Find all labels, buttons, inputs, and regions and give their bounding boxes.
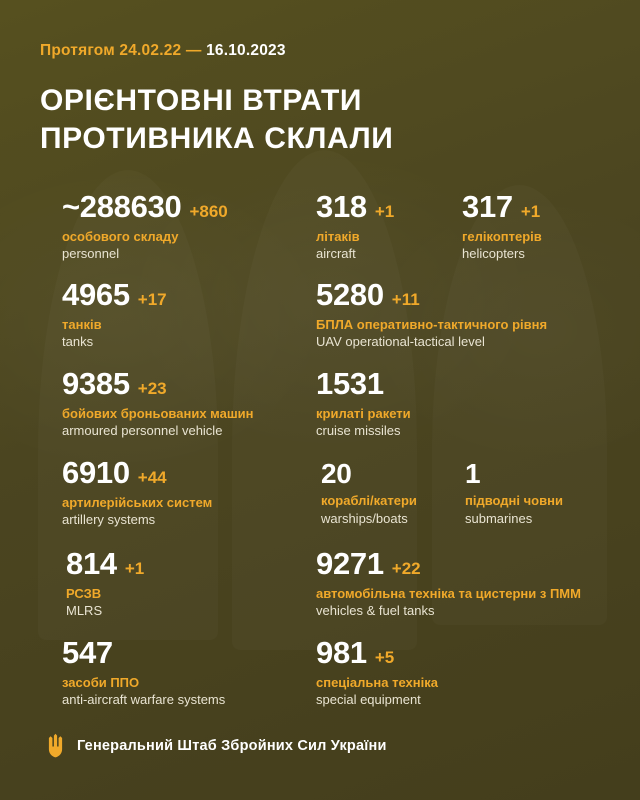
stat-label-en: cruise missiles: [316, 422, 401, 438]
stat-value: 9271: [316, 546, 384, 581]
stat-label-ua: автомобільна техніка та цистерни з ПММ: [316, 585, 581, 601]
period-prefix: Протягом 24.02.22 —: [40, 42, 202, 59]
stat-label-ua: крилаті ракети: [316, 405, 411, 421]
stat-value-row: [62, 457, 212, 490]
stat-cruise-missiles: [316, 368, 411, 439]
stat-label-en: armoured personnel vehicle: [62, 422, 223, 438]
stat-value: 1: [465, 458, 481, 489]
stat-aircraft: [316, 191, 394, 262]
stat-delta: +860: [189, 202, 228, 221]
stat-submarines: [465, 459, 563, 527]
stat-value: 4965: [62, 277, 130, 312]
stat-label-ua: бойових броньованих машин: [62, 405, 254, 421]
stat-value-row: [465, 459, 563, 488]
stat-anti-aircraft: [62, 637, 225, 708]
page-title: [40, 82, 604, 157]
stat-value-row: [66, 548, 144, 581]
headline-line-2: ПРОТИВНИКА СКЛАЛИ: [40, 121, 394, 155]
stat-value-row: [321, 459, 417, 488]
stat-label-en: special equipment: [316, 691, 421, 707]
stat-label-ua: літаків: [316, 228, 360, 244]
stat-label-en: anti-aircraft warfare systems: [62, 691, 226, 707]
reporting-period: [40, 42, 604, 60]
stat-delta: +1: [520, 202, 541, 221]
stat-value: 318: [316, 189, 367, 224]
stat-label-ua: засоби ППО: [62, 674, 140, 690]
trident-icon: [46, 733, 65, 758]
stat-label-en: tanks: [62, 333, 94, 349]
stat-personnel: [62, 191, 228, 262]
stat-delta: +11: [391, 290, 420, 309]
stat-label-ua: особового складу: [62, 228, 179, 244]
stat-delta: +1: [374, 202, 395, 221]
stat-label-ua: підводні човни: [465, 493, 563, 509]
stat-label-en: MLRS: [66, 602, 103, 618]
stat-value-row: [316, 279, 547, 312]
stat-delta: +22: [391, 559, 421, 578]
stat-helicopters: [462, 191, 542, 262]
stat-value-row: [316, 368, 411, 401]
stat-value-row: [62, 368, 254, 401]
stat-label-en: submarines: [465, 510, 533, 526]
stat-label-ua: кораблі/катери: [321, 493, 417, 509]
stat-label-ua: спеціальна техніка: [316, 674, 438, 690]
stat-value: 981: [316, 635, 367, 670]
stat-label-ua: артилерійських систем: [62, 494, 213, 510]
stat-label-en: UAV operational-tactical level: [316, 333, 485, 349]
stat-label-en: aircraft: [316, 245, 356, 261]
stat-value: 814: [66, 546, 117, 581]
stat-delta: +1: [124, 559, 145, 578]
stat-value: 547: [62, 635, 113, 670]
stat-label-en: helicopters: [462, 245, 525, 261]
stat-value-row: [316, 637, 438, 670]
stat-mlrs: [66, 548, 144, 619]
footer: [46, 733, 387, 758]
stat-label-en: warships/boats: [321, 510, 408, 526]
stat-label-en: personnel: [62, 245, 120, 261]
stat-value: 20: [321, 458, 352, 489]
stat-value: ~288630: [62, 189, 182, 224]
stat-value-row: [316, 548, 581, 581]
headline-line-1: ОРІЄНТОВНІ ВТРАТИ: [40, 84, 363, 117]
stat-label-ua: танків: [62, 316, 102, 332]
stat-uav: [316, 279, 547, 350]
stat-value: 6910: [62, 455, 130, 490]
footer-text: Генеральний Штаб Збройних Сил України: [77, 737, 387, 754]
stat-vehicles-fuel-tanks: [316, 548, 581, 619]
losses-grid: [40, 191, 606, 721]
stat-value-row: [316, 191, 394, 224]
stat-value: 9385: [62, 366, 130, 401]
stat-delta: +17: [137, 290, 167, 309]
stat-label-en: artillery systems: [62, 511, 156, 527]
stat-value: 317: [462, 189, 513, 224]
stat-delta: +5: [374, 648, 395, 667]
stat-value-row: [462, 191, 542, 224]
stat-label-en: vehicles & fuel tanks: [316, 602, 435, 618]
period-date: 16.10.2023: [206, 42, 286, 59]
stat-value-row: [62, 279, 167, 312]
stat-delta: +44: [137, 468, 167, 487]
stat-delta: +23: [137, 379, 167, 398]
stat-label-ua: гелікоптерів: [462, 228, 542, 244]
stat-artillery: [62, 457, 212, 528]
stat-warships: [321, 459, 417, 527]
stat-label-ua: РСЗВ: [66, 585, 102, 601]
stat-value-row: [62, 191, 228, 224]
stat-armoured-vehicles: [62, 368, 254, 439]
stat-label-ua: БПЛА оперативно-тактичного рівня: [316, 316, 548, 332]
stat-value: 1531: [316, 366, 384, 401]
stat-value: 5280: [316, 277, 384, 312]
stat-special-equipment: [316, 637, 438, 708]
stat-tanks: [62, 279, 167, 350]
stat-value-row: [62, 637, 225, 670]
